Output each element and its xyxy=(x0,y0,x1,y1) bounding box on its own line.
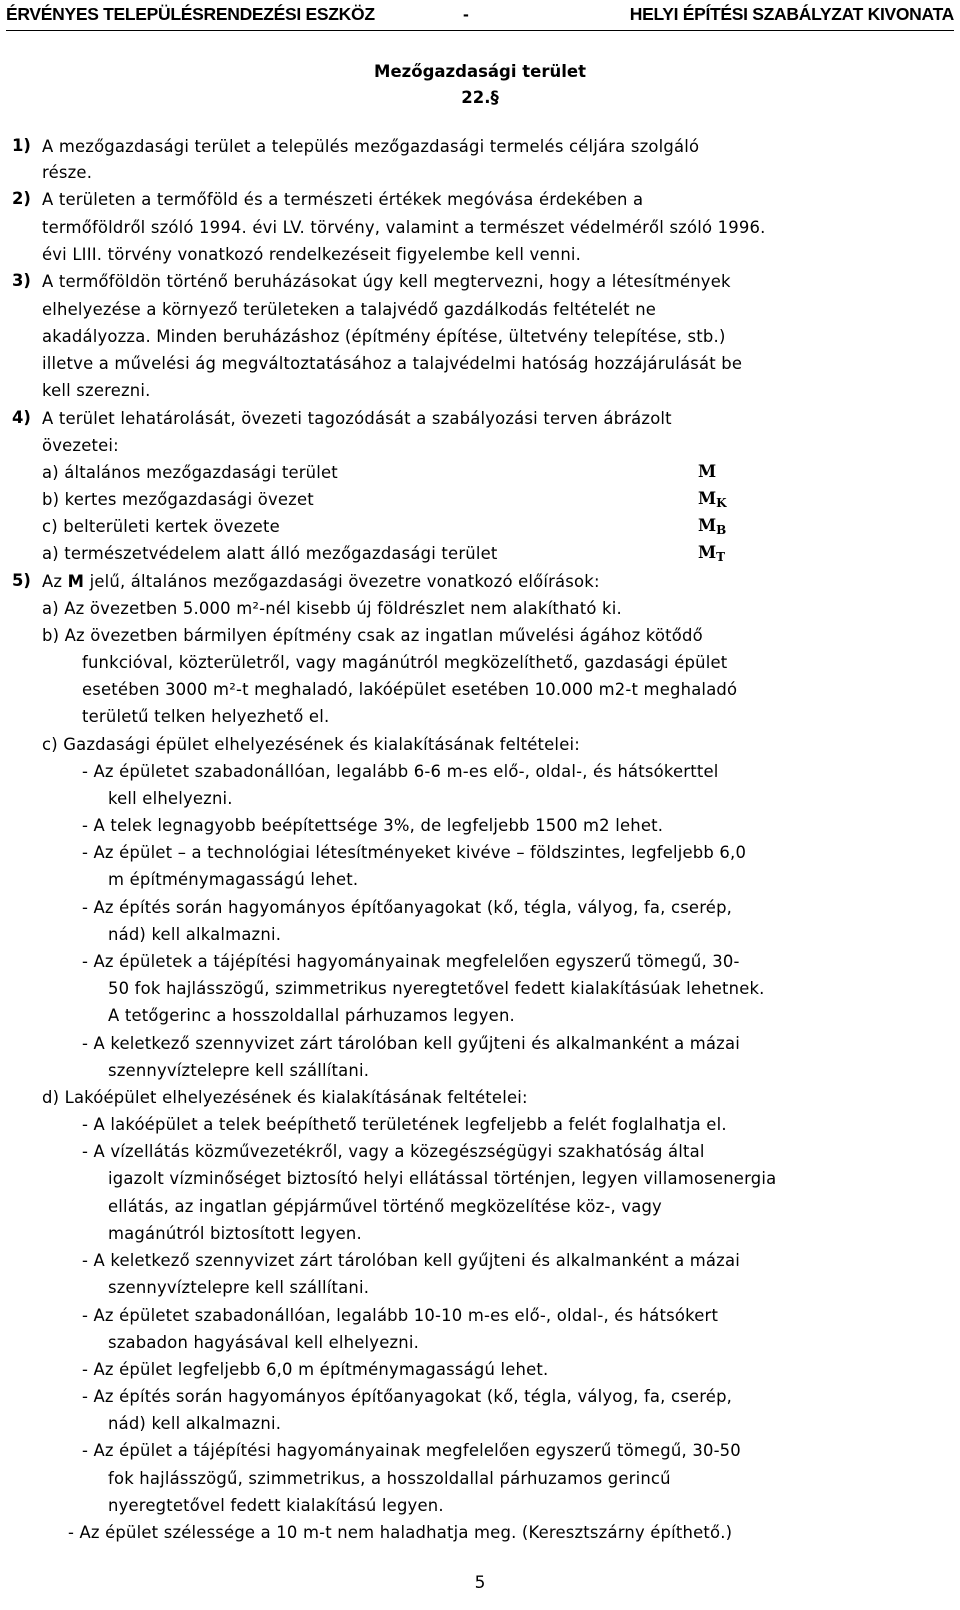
text-line: A mezőgazdasági terület a település mezőgazdasági termelés céljára szolgáló xyxy=(42,137,700,156)
page-number: 5 xyxy=(474,1573,486,1593)
list-item: - Az építés során hagyományos építőanyagokat (kő, tégla, vályog, fa, cserép, xyxy=(82,898,733,917)
zone-code: $M_K$ xyxy=(698,489,727,510)
text-line: d) Lakóépület elhelyezésének és kialakításának feltételei: xyxy=(42,1088,528,1107)
zone-label: a) természetvédelem alatt álló mezőgazdasági terület xyxy=(42,544,498,563)
page-header xyxy=(6,4,954,31)
text-line: Az M jelű, általános mezőgazdasági övezetre vonatkozó előírások: xyxy=(42,572,600,591)
text-line: nyeregtetővel fedett kialakítású legyen. xyxy=(108,1496,444,1515)
text-line: funkcióval, közterületről, vagy magánútról megközelíthető, gazdasági épület xyxy=(82,653,728,672)
list-item: - Az épület szélessége a 10 m-t nem haladhatja meg. (Keresztszárny építhető.) xyxy=(68,1523,733,1542)
text-line: területű telken helyezhető el. xyxy=(82,707,330,726)
text-line: elhelyezése a környező területeken a talajvédő gazdálkodás feltételét ne xyxy=(42,300,657,319)
text-line: magánútról biztosított legyen. xyxy=(108,1224,362,1243)
text-line: ellátás, az ingatlan gépjárművel történő megközelítése köz-, vagy xyxy=(108,1197,662,1216)
paragraph-number: 4) xyxy=(12,408,31,427)
zone-label: b) kertes mezőgazdasági övezet xyxy=(42,490,314,509)
list-item: - Az épületek a tájépítési hagyományainak megfelelően egyszerű tömegű, 30- xyxy=(82,952,740,971)
text-line: b) Az övezetben bármilyen építmény csak az ingatlan művelési ágához kötődő xyxy=(42,626,703,645)
list-item: - A lakóépület a telek beépíthető területének legfeljebb a felét foglalhatja el. xyxy=(82,1115,727,1134)
section-title: Mezőgazdasági terület xyxy=(374,62,586,81)
list-item: - Az épületet szabadonállóan, legalább 10-10 m-es elő-, oldal-, és hátsókert xyxy=(82,1306,719,1325)
section-number: 22.§ xyxy=(461,88,499,107)
list-item: - A keletkező szennyvizet zárt tárolóban kell gyűjteni és alkalmanként a mázai xyxy=(82,1251,740,1270)
text-line: szennyvíztelepre kell szállítani. xyxy=(108,1061,370,1080)
text-line: 50 fok hajlásszögű, szimmetrikus nyeregtetővel fedett kialakításúak lehetnek. xyxy=(108,979,765,998)
text-line: része. xyxy=(42,163,93,182)
text-line: a) Az övezetben 5.000 m²-nél kisebb új földrészlet nem alakítható ki. xyxy=(42,599,622,618)
zone-code: M xyxy=(698,462,717,481)
text-line: övezetei: xyxy=(42,436,119,455)
list-item: - A keletkező szennyvizet zárt tárolóban kell gyűjteni és alkalmanként a mázai xyxy=(82,1034,740,1053)
text-line: szabadon hagyásával kell elhelyezni. xyxy=(108,1333,420,1352)
text-line: kell elhelyezni. xyxy=(108,789,233,808)
paragraph-number: 1) xyxy=(12,136,31,155)
text-line: A tetőgerinc a hosszoldallal párhuzamos legyen. xyxy=(108,1006,515,1025)
text-line: igazolt vízminőséget biztosító helyi ellátással történjen, legyen villamosenergia xyxy=(108,1169,777,1188)
text-line: kell szerezni. xyxy=(42,381,151,400)
list-item: - Az épület – a technológiai létesítményeket kivéve – földszintes, legfeljebb 6,0 xyxy=(82,843,747,862)
list-item: - Az épület a tájépítési hagyományainak megfelelően egyszerű tömegű, 30-50 xyxy=(82,1441,741,1460)
zone-label: c) belterületi kertek övezete xyxy=(42,517,280,536)
list-item: - A vízellátás közművezetékről, vagy a közegészségügyi szakhatóság által xyxy=(82,1142,705,1161)
text-line: nád) kell alkalmazni. xyxy=(108,925,282,944)
paragraph-number: 5) xyxy=(12,571,31,590)
header-separator: - xyxy=(463,4,469,24)
text-line: A területen a termőföld és a természeti értékek megóvása érdekében a xyxy=(42,190,644,209)
zone-label: a) általános mezőgazdasági terület xyxy=(42,463,338,482)
text-line: nád) kell alkalmazni. xyxy=(108,1414,282,1433)
text-line: A termőföldön történő beruházásokat úgy kell megtervezni, hogy a létesítmények xyxy=(42,272,731,291)
text-line: évi LIII. törvény vonatkozó rendelkezéseit figyelembe kell venni. xyxy=(42,245,582,264)
paragraph-number: 3) xyxy=(12,271,31,290)
text-line: termőföldről szóló 1994. évi LV. törvény, valamint a természet védelméről szóló 1996. xyxy=(42,218,766,237)
paragraph-number: 2) xyxy=(12,189,31,208)
text-line: c) Gazdasági épület elhelyezésének és kialakításának feltételei: xyxy=(42,735,580,754)
list-item: - Az építés során hagyományos építőanyagokat (kő, tégla, vályog, fa, cserép, xyxy=(82,1387,733,1406)
text-line: szennyvíztelepre kell szállítani. xyxy=(108,1278,370,1297)
text-line: illetve a művelési ág megváltoztatásához a talajvédelmi hatóság hozzájárulását be xyxy=(42,354,743,373)
header-left: ÉRVÉNYES TELEPÜLÉSRENDEZÉSI ESZKÖZ xyxy=(6,4,375,24)
text-line: m építménymagasságú lehet. xyxy=(108,870,359,889)
zone-code: $M_T$ xyxy=(698,543,726,564)
zone-code: $M_B$ xyxy=(698,516,727,537)
list-item: - Az épület legfeljebb 6,0 m építménymagasságú lehet. xyxy=(82,1360,549,1379)
list-item: - A telek legnagyobb beépítettsége 3%, de legfeljebb 1500 m2 lehet. xyxy=(82,816,664,835)
text-line: A terület lehatárolását, övezeti tagozódását a szabályozási terven ábrázolt xyxy=(42,409,672,428)
text-line: fok hajlásszögű, szimmetrikus, a hosszoldallal párhuzamos gerincű xyxy=(108,1469,671,1488)
header-right: HELYI ÉPÍTÉSI SZABÁLYZAT KIVONATA xyxy=(629,4,954,24)
text-line: esetében 3000 m²-t meghaladó, lakóépület esetében 10.000 m2-t meghaladó xyxy=(82,680,738,699)
list-item: - Az épületet szabadonállóan, legalább 6-6 m-es elő-, oldal-, és hátsókerttel xyxy=(82,762,719,781)
text-line: akadályozza. Minden beruházáshoz (építmény építése, ültetvény telepítése, stb.) xyxy=(42,327,726,346)
